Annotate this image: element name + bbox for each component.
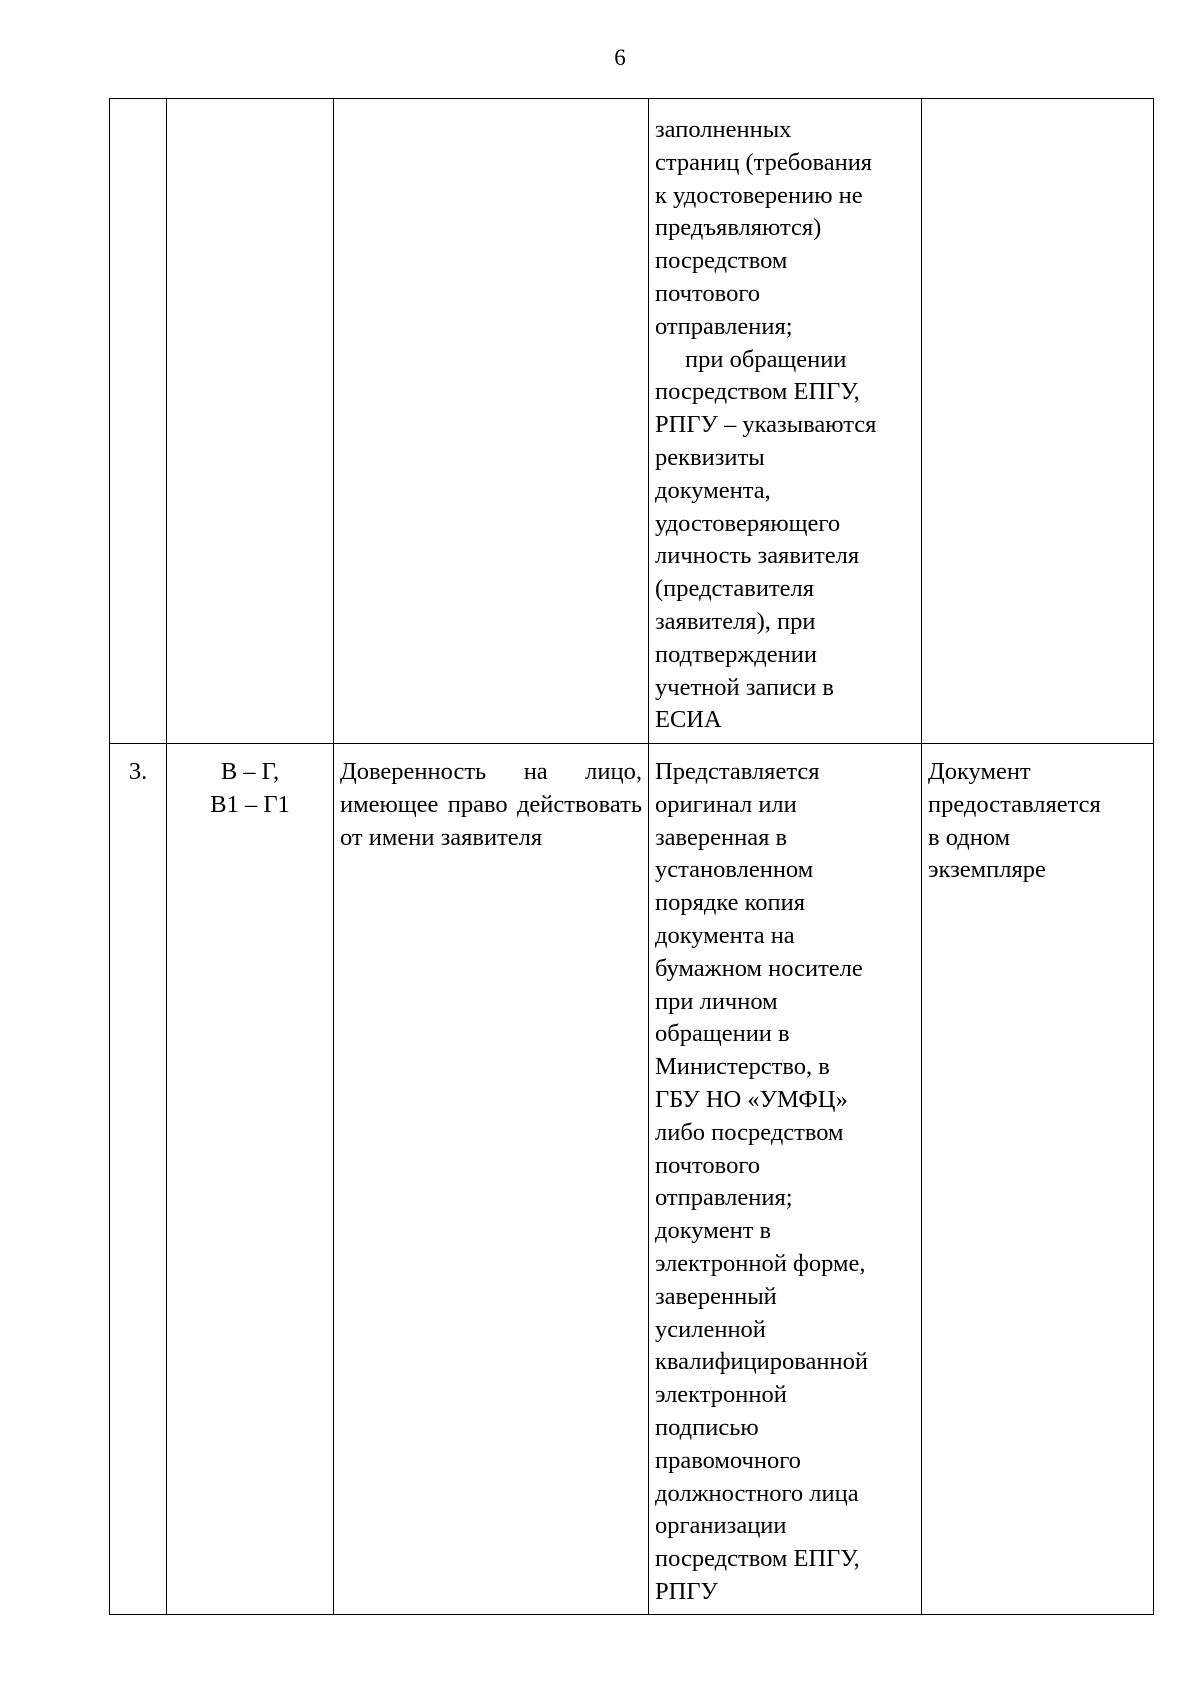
text-line: подтверждении — [655, 640, 817, 668]
applicant-code-line: В1 – Г1 — [210, 790, 290, 818]
text-line: подписью — [655, 1413, 759, 1441]
table-cell-document — [334, 99, 649, 744]
text-line: заверенная в — [655, 823, 788, 851]
text-line: бумажном носителе — [655, 954, 863, 982]
text-line: посредством — [655, 247, 788, 275]
text-line: предоставляется — [928, 790, 1101, 818]
text-line: правомочного — [655, 1446, 801, 1474]
text-line: Представляется — [655, 758, 820, 785]
text-line: организации — [655, 1512, 787, 1540]
document-name: Доверенность на лицо, имеющее право действовать от имени заявителя — [334, 744, 649, 1615]
submission-method — [649, 744, 922, 1615]
text-line: удостоверяющего — [655, 509, 841, 537]
text-line: предъявляются) — [655, 214, 822, 242]
text-line: Документ — [928, 758, 1031, 785]
text-line: учетной записи в — [655, 673, 834, 701]
table-row — [110, 744, 1154, 1615]
text-line: установленном — [655, 856, 814, 884]
text-line: страниц (требования — [655, 148, 873, 176]
copies-count — [922, 744, 1154, 1615]
text-line: документа на — [655, 921, 795, 949]
text-line: усиленной — [655, 1315, 766, 1343]
text-line: электронной — [655, 1381, 787, 1409]
text-line: РПГУ – указываются — [655, 411, 877, 439]
text-line: квалифицированной — [655, 1348, 868, 1376]
text-line: документа, — [655, 476, 771, 504]
text-line: в одном — [928, 823, 1011, 851]
text-line: при обращении — [685, 345, 847, 373]
table-cell-number — [110, 99, 167, 744]
applicant-code — [167, 744, 334, 1615]
text-line: документ в — [655, 1217, 772, 1245]
applicant-code-line: В – Г, — [220, 758, 280, 785]
text-line: при личном — [655, 987, 778, 1015]
text-line: Министерство, в — [655, 1053, 830, 1081]
table-cell-code — [167, 99, 334, 744]
text-line: ЕСИА — [655, 706, 722, 734]
text-line: личность заявителя — [655, 542, 860, 570]
text-line: порядке копия — [655, 889, 806, 917]
documents-table — [109, 98, 1154, 1615]
text-line: либо посредством — [655, 1118, 844, 1146]
text-line: обращении в — [655, 1020, 790, 1048]
text-line: экземпляре — [928, 856, 1046, 884]
page-number: 6 — [614, 45, 626, 70]
text-line: оригинал или — [655, 790, 797, 818]
text-line: заявителя), при — [655, 607, 816, 635]
table-cell-copies — [922, 99, 1154, 744]
text-line: посредством ЕПГУ, — [655, 378, 860, 406]
row-number: 3. — [110, 744, 167, 1615]
text-line: электронной форме, — [655, 1249, 866, 1277]
text-line: почтового — [655, 1151, 761, 1179]
text-line: реквизиты — [655, 443, 765, 471]
text-line: почтового — [655, 279, 761, 307]
table-cell-submission — [649, 99, 922, 744]
text-line: отправления; — [655, 1184, 793, 1212]
text-line: (представителя — [655, 575, 815, 603]
text-line: заполненных — [655, 116, 792, 143]
text-line: должностного лица — [655, 1479, 859, 1507]
text-line: РПГУ — [655, 1577, 718, 1605]
text-line: заверенный — [655, 1282, 777, 1310]
table-row — [110, 99, 1154, 744]
text-line: посредством ЕПГУ, — [655, 1545, 860, 1573]
text-line: отправления; — [655, 312, 793, 340]
text-line: ГБУ НО «УМФЦ» — [655, 1085, 848, 1113]
text-line: к удостоверению не — [655, 181, 863, 209]
